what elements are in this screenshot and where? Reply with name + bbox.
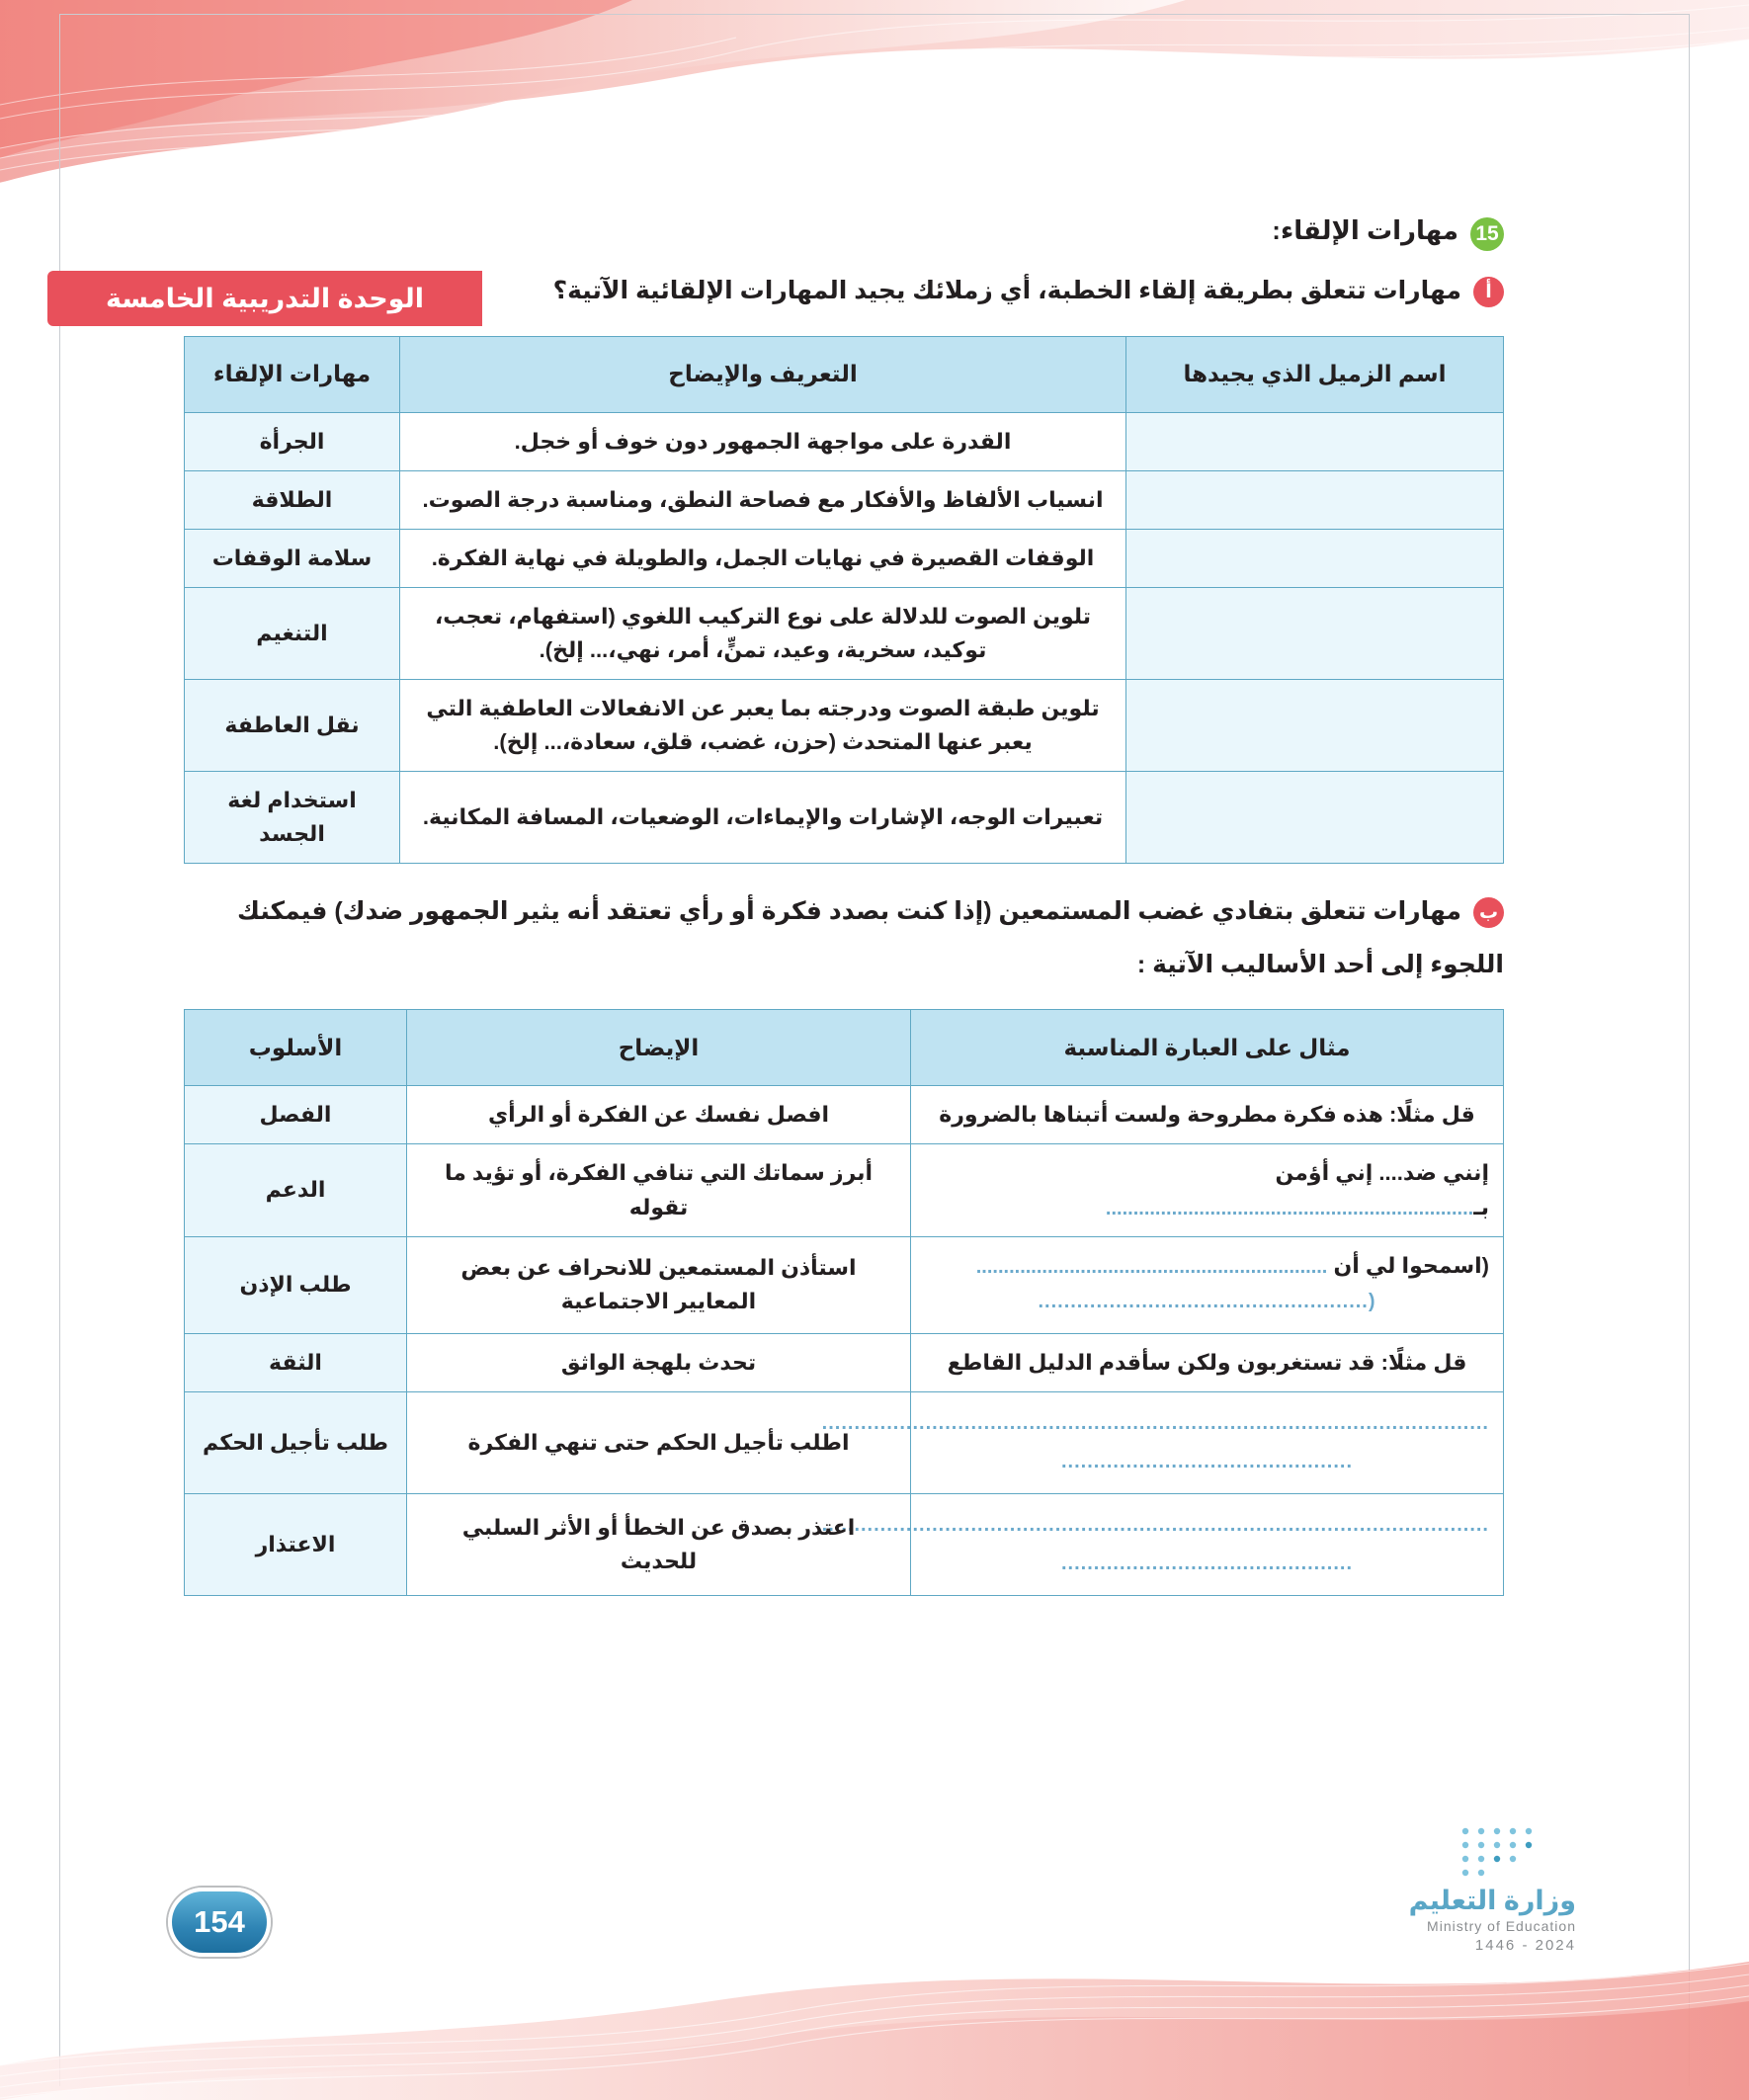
method-label-3: الثقة: [185, 1333, 407, 1391]
table1-header-skill: مهارات الإلقاء: [185, 336, 400, 412]
question-number-badge: 15: [1470, 217, 1504, 251]
method-example-text-1: إنني ضد.... إني أؤمن بـ: [1275, 1160, 1489, 1219]
skill-definition-4: تلوين طبقة الصوت ودرجته بما يعبر عن الانفعالات العاطفية التي يعبر عنها المتحدث (حزن، غضب، قلق، سعادة،... إلخ).: [400, 679, 1126, 771]
method-explanation-4: اطلب تأجيل الحكم حتى تنهي الفكرة: [407, 1391, 911, 1493]
table2-header-example: مثال على العبارة المناسبة: [911, 1010, 1504, 1086]
method-explanation-2: استأذن المستمعين للانحراف عن بعض المعايير الاجتماعية: [407, 1236, 911, 1333]
table-row: [185, 1236, 1504, 1333]
skill-name-input-4[interactable]: [1126, 679, 1504, 771]
page-content: [185, 215, 1504, 1596]
method-example-text-2: (اسمحوا لي أن: [1333, 1252, 1489, 1278]
method-example-0: قل مثلًا: هذه فكرة مطروحة ولست أتبناها بالضرورة: [911, 1086, 1504, 1144]
skill-label-5: استخدام لغة الجسد: [185, 772, 400, 864]
method-explanation-5: اعتذر بصدق عن الخطأ أو الأثر السلبي للحديث: [407, 1493, 911, 1595]
part-a-badge: أ: [1473, 277, 1504, 307]
skill-name-input-3[interactable]: [1126, 587, 1504, 679]
table1-header-name: اسم الزميل الذي يجيدها: [1126, 336, 1504, 412]
ministry-years: 2024 - 1446: [1474, 1937, 1576, 1954]
dots-fill: .............................................: [1060, 1552, 1354, 1574]
table-header-row: [185, 336, 1504, 412]
question-part-a: [185, 273, 1504, 310]
ministry-name-ar: وزارة التعليم: [1408, 1886, 1576, 1915]
table-row: [185, 1144, 1504, 1236]
decorative-wave-top: [0, 0, 1749, 227]
part-b-text: مهارات تتعلق بتفادي غضب المستمعين (إذا كنت بصدد فكرة أو رأي تعتقد أنه يثير الجمهور ضدك) فيمكنك: [237, 897, 1461, 926]
method-example-4[interactable]: [821, 1391, 1504, 1493]
table-row: [185, 679, 1504, 771]
page-frame-right: [1689, 14, 1690, 2086]
table-row: [185, 470, 1504, 529]
skills-table: [184, 336, 1504, 865]
method-explanation-1: أبرز سماتك التي تنافي الفكرة، أو تؤيد ما تقوله: [407, 1144, 911, 1236]
dots-fill: ........................................: [1105, 1197, 1326, 1219]
skill-definition-0: القدرة على مواجهة الجمهور دون خوف أو خجل.: [400, 412, 1126, 470]
unit-banner-wrapper: [47, 135, 482, 313]
logo-dots-icon: [1458, 1823, 1576, 1879]
table-row: [185, 1333, 1504, 1391]
dots-fill: (...................................................: [1038, 1290, 1376, 1312]
method-explanation-3: تحدث بلهجة الواثق: [407, 1333, 911, 1391]
method-label-1: الدعم: [185, 1144, 407, 1236]
dots-fill: ................................................................: [975, 1255, 1328, 1278]
table2-header-explanation: الإيضاح: [407, 1010, 911, 1086]
dots-fill: .......................................................................................................: [821, 1411, 1489, 1434]
skill-label-1: الطلاقة: [185, 470, 400, 529]
skill-definition-5: تعبيرات الوجه، الإشارات والإيماءات، الوضعيات، المسافة المكانية.: [400, 772, 1126, 864]
table-row: [185, 772, 1504, 864]
method-example-2[interactable]: [911, 1236, 1504, 1333]
page-number-badge: 154: [168, 1888, 271, 1957]
method-example-1[interactable]: [911, 1144, 1504, 1236]
skill-label-2: سلامة الوقفات: [185, 529, 400, 587]
method-example-3: قل مثلًا: قد تستغربون ولكن سأقدم الدليل القاطع: [911, 1333, 1504, 1391]
method-explanation-0: افصل نفسك عن الفكرة أو الرأي: [407, 1086, 911, 1144]
table-row: [185, 1391, 1504, 1493]
table-row: [185, 412, 1504, 470]
part-b-text-line2: اللجوء إلى أحد الأساليب الآتية :: [1136, 950, 1504, 978]
table2-header-method: الأسلوب: [185, 1010, 407, 1086]
part-b-badge: ب: [1473, 897, 1504, 928]
unit-banner: الوحدة التدريبية الخامسة: [47, 271, 482, 326]
skill-definition-2: الوقفات القصيرة في نهايات الجمل، والطويلة في نهاية الفكرة.: [400, 529, 1126, 587]
methods-table: [184, 1009, 1504, 1595]
table-header-row: [185, 1010, 1504, 1086]
dots-fill: ...........................: [1325, 1197, 1474, 1219]
table-row: [185, 587, 1504, 679]
dots-fill: .......................................................................................................: [821, 1513, 1489, 1536]
skill-label-4: نقل العاطفة: [185, 679, 400, 771]
ministry-name-en: Ministry of Education: [1427, 1918, 1576, 1934]
dots-fill: .............................................: [1060, 1450, 1354, 1472]
table-row: [185, 529, 1504, 587]
method-label-5: الاعتذار: [185, 1493, 407, 1595]
skill-label-3: التنغيم: [185, 587, 400, 679]
skill-label-0: الجرأة: [185, 412, 400, 470]
question-heading: [185, 215, 1504, 251]
method-label-4: طلب تأجيل الحكم: [185, 1391, 407, 1493]
skill-name-input-5[interactable]: [1126, 772, 1504, 864]
table-row: [185, 1086, 1504, 1144]
part-a-text: مهارات تتعلق بطريقة إلقاء الخطبة، أي زملائك يجيد المهارات الإلقائية الآتية؟: [552, 277, 1461, 304]
table1-header-definition: التعريف والإيضاح: [400, 336, 1126, 412]
skill-name-input-0[interactable]: [1126, 412, 1504, 470]
page-frame-top: [59, 14, 1690, 15]
skill-name-input-2[interactable]: [1126, 529, 1504, 587]
method-example-5[interactable]: [821, 1493, 1504, 1595]
ministry-logo: [1349, 1823, 1576, 1954]
table-row: [185, 1493, 1504, 1595]
skill-name-input-1[interactable]: [1126, 470, 1504, 529]
skill-definition-1: انسياب الألفاظ والأفكار مع فصاحة النطق، ومناسبة درجة الصوت.: [400, 470, 1126, 529]
skill-definition-3: تلوين الصوت للدلالة على نوع التركيب اللغوي (استفهام، تعجب، توكيد، سخرية، وعيد، تمنٍّ، أمر، نهي،... إلخ).: [400, 587, 1126, 679]
question-title: مهارات الإلقاء:: [1272, 215, 1458, 245]
method-label-0: الفصل: [185, 1086, 407, 1144]
question-part-b: [185, 893, 1504, 931]
method-label-2: طلب الإذن: [185, 1236, 407, 1333]
